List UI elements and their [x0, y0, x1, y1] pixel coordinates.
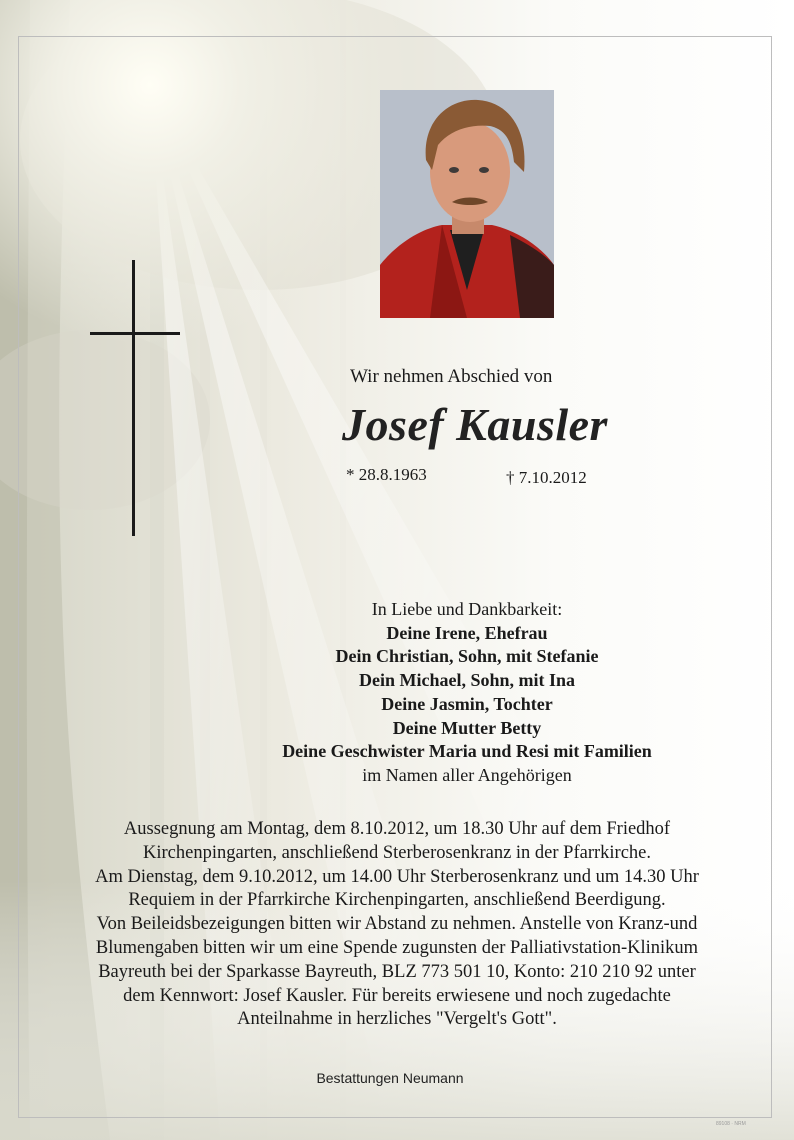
mourner-line: Deine Irene, Ehefrau — [386, 622, 548, 643]
mourners-heading: In Liebe und Dankbarkeit: — [371, 599, 563, 619]
funeral-home: Bestattungen Neumann — [316, 1070, 464, 1086]
mourner-line: Deine Geschwister Maria und Resi mit Familien — [282, 741, 652, 762]
birth-date: * 28.8.1963 — [346, 465, 427, 484]
small-print: 89108 · NRM — [716, 1121, 746, 1127]
notice-line: Am Dienstag, dem 9.10.2012, um 14.00 Uhr Sterberosenkranz und um 14.30 Uhr — [95, 866, 699, 887]
notice-line: Von Beileidsbezeigungen bitten wir Abstand zu nehmen. Anstelle von Kranz-und — [96, 914, 698, 935]
mourner-line: Deine Mutter Betty — [392, 717, 542, 738]
notice-line: dem Kennwort: Josef Kausler. Für bereits erwiesene und noch zugedachte — [123, 985, 671, 1006]
notice-line: Anteilnahme in herzliches "Vergelt's Gott". — [237, 1009, 557, 1030]
mourners-closing: im Namen aller Angehörigen — [362, 764, 572, 785]
farewell-intro: Wir nehmen Abschied von — [350, 366, 553, 387]
notice-line: Requiem in der Pfarrkirche Kirchenpingarten, anschließend Beerdigung. — [128, 890, 666, 911]
death-date: † 7.10.2012 — [506, 468, 587, 487]
mourner-line: Dein Michael, Sohn, mit Ina — [358, 670, 576, 691]
notice-line: Aussegnung am Montag, dem 8.10.2012, um 18.30 Uhr auf dem Friedhof — [123, 819, 671, 839]
cross-icon — [90, 260, 180, 536]
portrait-photo — [380, 90, 554, 318]
funeral-notice — [30, 818, 764, 1032]
mourner-line: Deine Jasmin, Tochter — [381, 693, 553, 714]
notice-line: Blumengaben bitten wir um eine Spende zugunsten der Palliativstation-Klinikum — [95, 937, 699, 958]
mourners-block — [200, 598, 734, 788]
notice-line: Kirchenpingarten, anschließend Sterberosenkranz in der Pfarrkirche. — [142, 842, 652, 863]
notice-line: Bayreuth bei der Sparkasse Bayreuth, BLZ 773 501 10, Konto: 210 210 92 unter — [98, 961, 696, 982]
mourner-line: Dein Christian, Sohn, mit Stefanie — [335, 646, 599, 667]
deceased-name: Josef Kausler — [342, 399, 608, 450]
